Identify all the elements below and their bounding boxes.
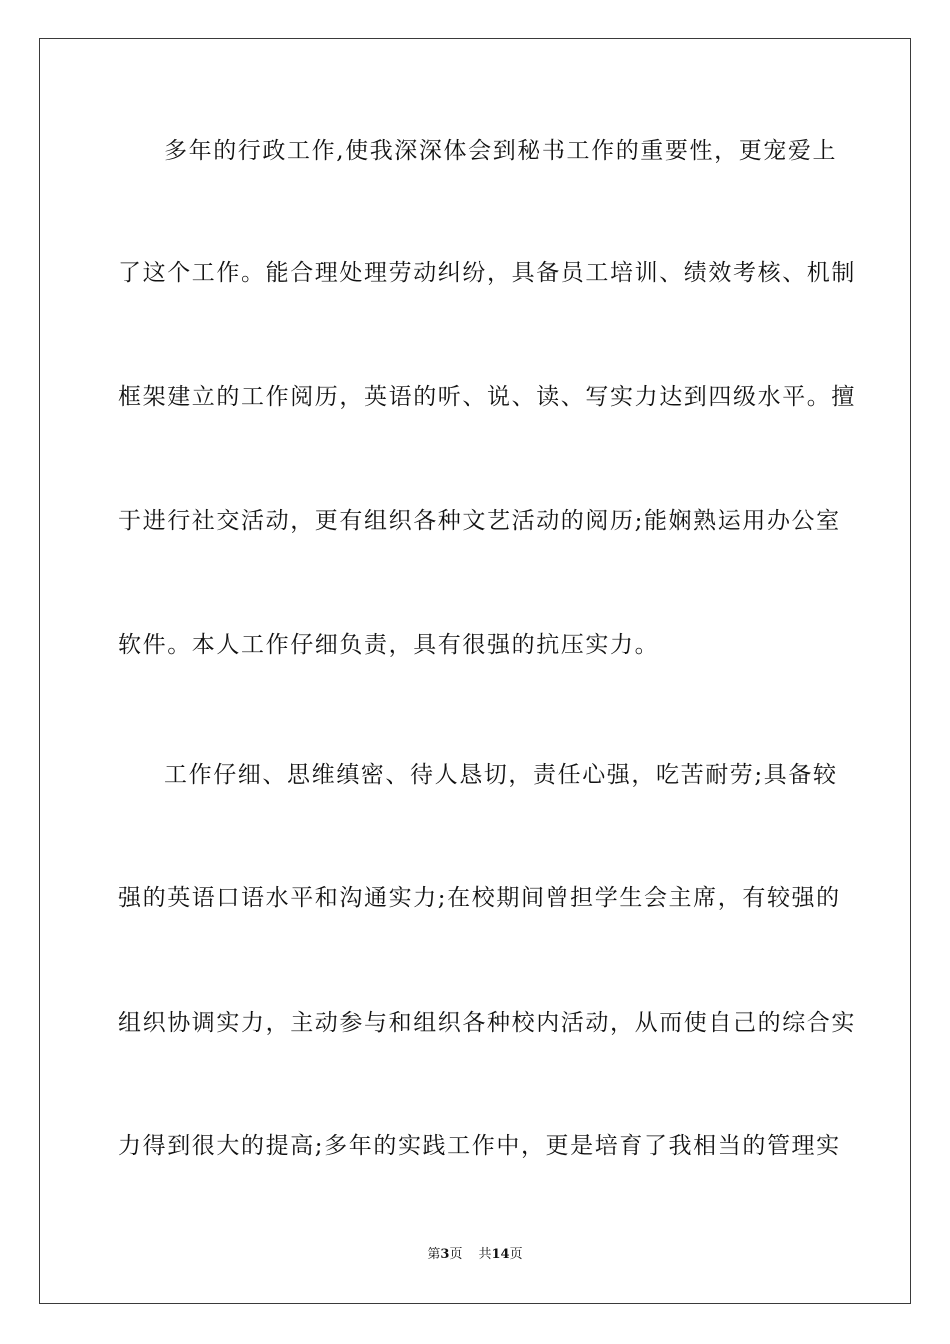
- paragraph-1-line-5: 软件。本人工作仔细负责，具有很强的抗压实力。: [118, 632, 660, 658]
- page-number: 第3页: [427, 1247, 463, 1262]
- paragraph-2-line-1: 工作仔细、思维缜密、待人恳切，责任心强，吃苦耐劳;具备较: [164, 762, 838, 788]
- paragraph-1-line-2: 了这个工作。能合理处理劳动纠纷，具备员工培训、绩效考核、机制: [118, 260, 856, 286]
- page-total: 共14页: [478, 1247, 523, 1262]
- paragraph-1-line-1: 多年的行政工作,使我深深体会到秘书工作的重要性，更宠爱上: [164, 138, 838, 164]
- page-border: [39, 38, 911, 1304]
- paragraph-1-line-4: 于进行社交活动，更有组织各种文艺活动的阅历;能娴熟运用办公室: [118, 508, 841, 534]
- paragraph-2-line-3: 组织协调实力，主动参与和组织各种校内活动，从而使自己的综合实: [118, 1010, 856, 1036]
- paragraph-2-line-2: 强的英语口语水平和沟通实力;在校期间曾担学生会主席，有较强的: [118, 885, 841, 911]
- paragraph-1-line-3: 框架建立的工作阅历，英语的听、说、读、写实力达到四级水平。擅: [118, 384, 856, 410]
- paragraph-2-line-4: 力得到很大的提高;多年的实践工作中，更是培育了我相当的管理实: [118, 1133, 841, 1159]
- page-footer: [0, 1246, 950, 1264]
